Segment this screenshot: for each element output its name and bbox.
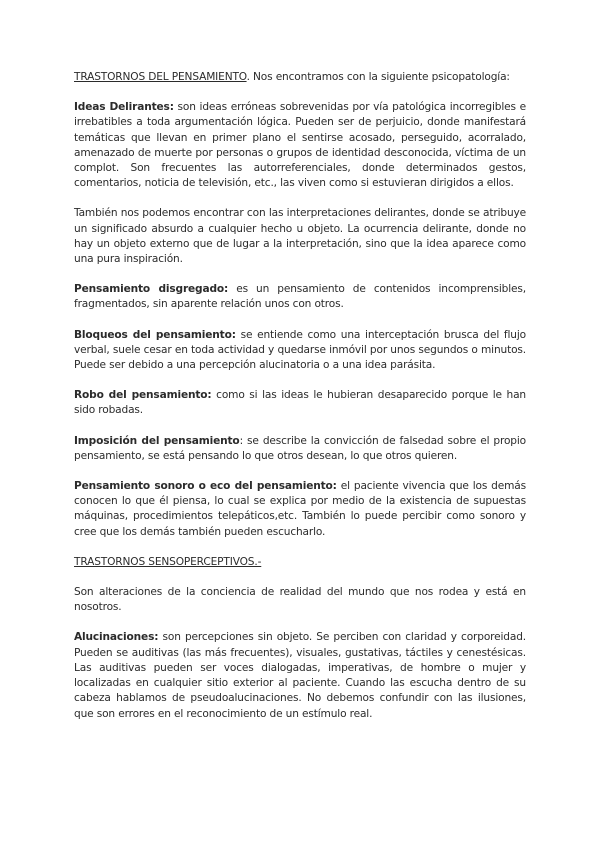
section-heading-text: TRASTORNOS SENSOPERCEPTIVOS.- xyxy=(74,555,262,568)
paragraph-text: se entiende como una interceptación brusca del flujo verbal, suele cesar en toda actividad y quedarse inmóvil por unos segundos o minutos. Puede ser debido a una percepción alucinatoria o a una idea parásita. xyxy=(74,328,526,372)
term-label: Pensamiento sonoro o eco del pensamiento: xyxy=(74,480,337,493)
paragraph-thought-blocking xyxy=(74,328,526,374)
paragraph-disaggregated-thought xyxy=(74,282,526,312)
paragraph-text: el paciente vivencia que los demás conocen lo que él piensa, lo cual se explica por medio de la existencia de supuestas máquinas, procedimientos telepáticos,etc. También lo puede percibir como sonoro y cree que los demás también pueden escucharlo. xyxy=(74,480,527,538)
term-label: Ideas Delirantes: xyxy=(74,101,174,114)
term-label: Bloqueos del pensamiento: xyxy=(74,328,236,341)
document-body xyxy=(74,70,526,737)
term-label: Imposición del pensamiento xyxy=(74,434,240,447)
section-heading-thought-disorders: TRASTORNOS DEL PENSAMIENTO xyxy=(74,71,247,83)
term-label: Robo del pensamiento: xyxy=(74,389,212,402)
term-label: Pensamiento disgregado: xyxy=(74,283,229,296)
paragraph-thought-imposition xyxy=(74,434,526,464)
paragraph-delusional-interpretations xyxy=(74,206,526,267)
paragraph-thought-echo xyxy=(74,479,526,540)
paragraph-text: son ideas erróneas sobrevenidas por vía patológica incorregibles e irrebatibles a toda argumentación lógica. Pueden ser de perjuicio, donde manifestará temáticas que llevan en primer plano el sentirse acosado, perseguido, acorralado, amenazado de muerte por personas o grupos de identidad desconocida, víctima de un complot. Son frecuentes las autorreferenciales, donde determinados gestos, comentarios, noticia de televisión, etc., las viven como si estuvieran dirigidos a ellos. xyxy=(74,101,526,190)
paragraph-text: es un pensamiento de contenidos incomprensibles, fragmentados, sin aparente relación unos con otros. xyxy=(74,283,526,311)
paragraph-text: Son alteraciones de la conciencia de realidad del mundo que nos rodea y está en nosotros. xyxy=(74,586,526,614)
paragraph-thought-theft xyxy=(74,388,526,418)
paragraph-hallucinations xyxy=(74,630,526,721)
paragraph-text: son percepciones sin objeto. Se perciben con claridad y corporeidad. Pueden se auditivas (las más frecuentes), visuales, gustativas, táctiles y cenestésicas. Las auditivas pueden ser voces dialogadas, imperativas, de hombre o mujer y localizadas en cualquier sitio exterior al paciente. Cuando las escucha dentro de su cabeza hablamos de pseudoalucinaciones. No debemos confundir con las ilusiones, que son errores en el reconocimiento de un estímulo real. xyxy=(74,631,526,720)
paragraph-delusional-ideas xyxy=(74,100,526,191)
paragraph-text: como si las ideas le hubieran desaparecido porque le han sido robadas. xyxy=(74,389,526,417)
section-intro-text: . Nos encontramos con la siguiente psicopatología: xyxy=(246,71,510,83)
section-heading-sensoperceptive xyxy=(74,555,526,570)
section-thought-disorders-intro xyxy=(74,70,526,85)
term-label: Alucinaciones: xyxy=(74,631,159,644)
paragraph-text: También nos podemos encontrar con las interpretaciones delirantes, donde se atribuye un significado absurdo a cualquier hecho u objeto. La ocurrencia delirante, donde no hay un objeto externo que de lugar a la interpretación, sino que la idea aparece como una pura inspiración. xyxy=(74,207,526,266)
paragraph-sensoperceptive-intro xyxy=(74,585,526,615)
paragraph-text: : se describe la convicción de falsedad sobre el propio pensamiento, se está pensando lo que otros desean, lo que otros quieren. xyxy=(74,434,527,462)
